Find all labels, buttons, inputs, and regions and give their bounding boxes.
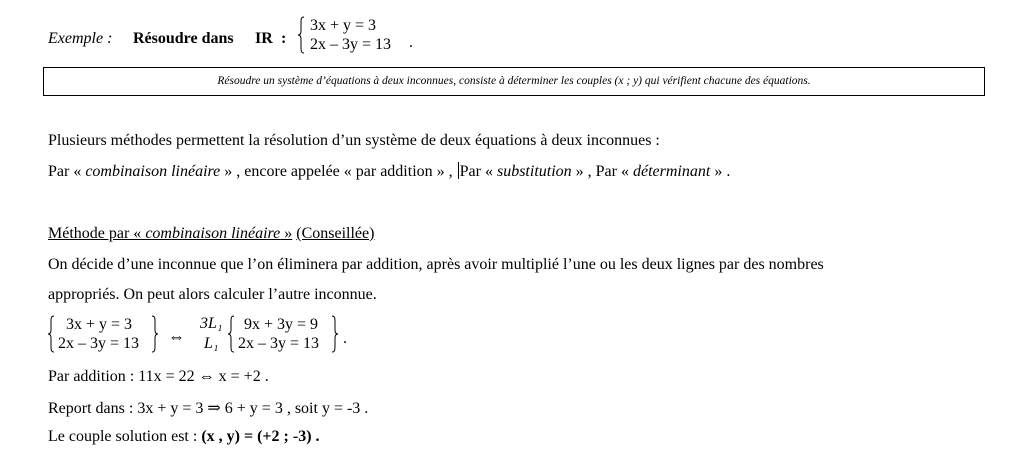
intro-text: » , Par « bbox=[571, 163, 633, 180]
system-combined-eq-1: 9x + 3y = 9 bbox=[244, 316, 319, 333]
definition-box: Résoudre un système d’équations à deux inconnues, consiste à déterminer les couples (x ; y) qui vérifient chacune des équations. bbox=[43, 67, 985, 96]
right-brace-icon bbox=[332, 315, 338, 353]
solution-label: Le couple solution est : bbox=[48, 428, 202, 445]
equivalence-symbol: ⇔ bbox=[168, 327, 185, 346]
heading-recommended: (Conseillée) bbox=[296, 225, 375, 242]
substitution-step: Report dans : 3x + y = 3 ⇒ 6 + y = 3 , soit y = -3 . bbox=[48, 400, 369, 417]
example-colon: : bbox=[281, 30, 287, 47]
intro-text: » , encore appelée « par addition » , bbox=[220, 163, 457, 180]
system-original bbox=[48, 315, 168, 355]
intro-method-combination: combinaison linéaire bbox=[85, 163, 221, 180]
example-label: Exemple : bbox=[48, 30, 113, 47]
left-brace-icon bbox=[228, 315, 234, 353]
intro-text: » . bbox=[710, 163, 731, 180]
solution-value: (x , y) = (+2 ; -3) . bbox=[201, 428, 320, 445]
multiplier-line-2: L₁ bbox=[204, 335, 219, 352]
text-cursor bbox=[458, 162, 459, 179]
right-brace-icon bbox=[152, 315, 158, 353]
intro-text: Par « bbox=[48, 163, 86, 180]
multiplier-line-1: 3L₁ bbox=[200, 315, 223, 332]
left-brace-icon bbox=[298, 16, 304, 54]
intro-method-determinant: déterminant bbox=[632, 163, 711, 180]
example-end-dot: . bbox=[409, 34, 413, 51]
example-equation-2: 2x – 3y = 13 bbox=[310, 36, 392, 53]
intro-text: Par « bbox=[459, 163, 497, 180]
system-combined-eq-2: 2x – 3y = 13 bbox=[238, 335, 320, 352]
system-original-eq-1: 3x + y = 3 bbox=[66, 316, 133, 333]
left-brace-icon bbox=[48, 315, 54, 353]
example-equation-1: 3x + y = 3 bbox=[310, 17, 377, 34]
example-instruction: Résoudre dans bbox=[133, 30, 234, 47]
real-set-symbol: IR bbox=[255, 30, 273, 47]
heading-method-name: combinaison linéaire bbox=[145, 225, 281, 242]
heading-text: » bbox=[280, 225, 293, 242]
intro-method-substitution: substitution bbox=[496, 163, 572, 180]
intro-line-1: Plusieurs méthodes permettent la résolution d’un système de deux équations à deux inconnues : bbox=[48, 132, 660, 149]
system-end-dot: . bbox=[343, 330, 347, 347]
heading-text: Méthode par « bbox=[48, 225, 146, 242]
method-heading bbox=[48, 225, 374, 243]
intro-line-2 bbox=[48, 162, 730, 181]
system-original-eq-2: 2x – 3y = 13 bbox=[58, 335, 140, 352]
method-description-1: On décide d’une inconnue que l’on éliminera par addition, après avoir multiplié l’une ou les deux lignes par des nombres bbox=[48, 256, 824, 273]
method-description-2: appropriés. On peut alors calculer l’autre inconnue. bbox=[48, 286, 377, 303]
solution-line bbox=[48, 428, 320, 446]
addition-step: Par addition : 11x = 22 ⇔ x = +2 . bbox=[48, 368, 269, 385]
system-combined bbox=[228, 315, 348, 355]
